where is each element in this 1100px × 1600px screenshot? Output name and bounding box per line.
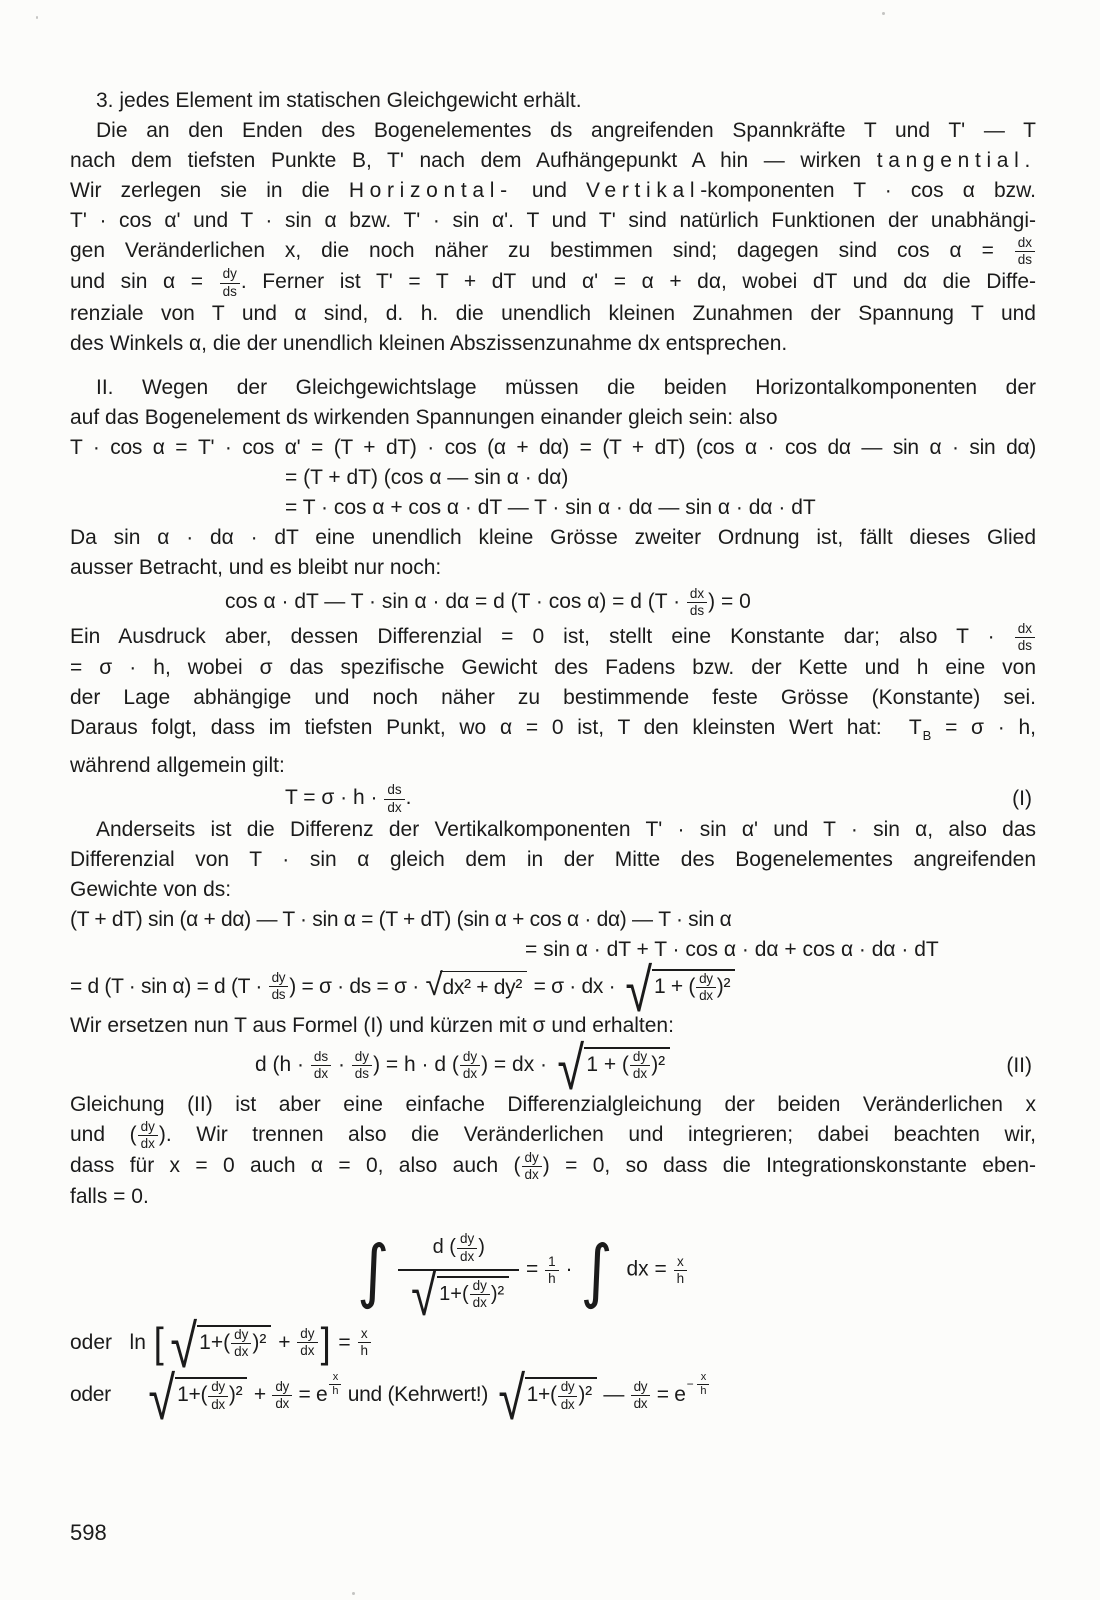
paragraph [70, 523, 1036, 583]
document-content [70, 86, 1037, 1433]
fraction [358, 1327, 372, 1358]
formula-block [70, 783, 1036, 814]
formula-line [70, 935, 1036, 965]
radicand: 1+( $\frac{dy}{dx}$ )² [197, 1325, 271, 1359]
denominator: ds [354, 1066, 370, 1082]
formula-block [70, 1224, 1036, 1328]
scan-speck [352, 1592, 355, 1595]
line-content: d (h · $\frac{ds}{dx}$ · $\frac{dy}{ds}$ ) = h · d ( $\frac{dy}{dx}$ ) = dx · √ 1 + ( $\frac{dy}{dx}$ )² [255, 1047, 1006, 1084]
text-line [70, 751, 1036, 781]
formula-line [70, 1311, 1036, 1380]
numerator: 1 [545, 1255, 559, 1271]
radical-icon: √ [497, 1364, 525, 1433]
text-line [70, 1120, 1036, 1151]
line-content: Die an den Enden des Bogenelementes ds angreifenden Spannkräfte T und T' — T [96, 119, 1036, 142]
sqrt-expression [425, 965, 527, 1003]
text-line [70, 1151, 1036, 1182]
paragraph [70, 622, 1036, 781]
formula-line [70, 463, 1036, 493]
numerator: dy [138, 1120, 158, 1136]
equation-label: (II) [1006, 1053, 1032, 1077]
text-line [70, 267, 1036, 298]
formula-line [70, 1364, 1036, 1433]
line-content: Anderseits ist die Differenz der Vertikalkomponenten T' · sin α' und T · sin α, also das [96, 817, 1036, 841]
formula-line [70, 955, 1036, 1024]
fraction [329, 1372, 341, 1398]
line-content: = T · cos α + cos α · dT — T · sin α · dα — sin α · dα · dT [285, 495, 816, 519]
paragraph [70, 815, 1036, 905]
line-content: renziale von T und α sind, d. h. die unendlich kleinen Zunahmen der Spannung T und [70, 301, 1036, 325]
formula-block [70, 905, 1036, 1024]
line-content: = d (T · sin α) = d (T · $\frac{dy}{ds}$ ) = σ · ds = σ · √ dx² + dy² = σ · dx · √ 1 + ( $\frac{dy}{dx}$ )² [70, 969, 1036, 1006]
sqrt-expression [622, 955, 735, 1024]
equation-row [70, 1034, 1036, 1103]
radicand: 1+( $\frac{dy}{dx}$ )² [175, 1377, 247, 1411]
line-content: T' · cos α' und T · sin α bzw. T' · sin α'. T und T' sind natürlich Funktionen der unabhängi- [70, 209, 1036, 232]
line-content: T = σ · h · $\frac{ds}{dx}$ . [285, 782, 412, 815]
fraction [272, 1380, 292, 1411]
denominator: dx [524, 1167, 539, 1183]
formula-block [70, 1364, 1036, 1433]
fraction [460, 1050, 480, 1081]
denominator: ds [222, 283, 237, 299]
fraction [138, 1120, 158, 1151]
text-line [70, 176, 1036, 206]
numerator: dy [631, 1380, 651, 1396]
text-line [70, 875, 1036, 905]
fraction [687, 587, 707, 618]
fraction [558, 1380, 578, 1411]
line-content: Gleichung (II) ist aber eine einfache Differenzialgleichung der beiden Veränderlichen x [70, 1092, 1036, 1116]
numerator: dy [460, 1050, 480, 1066]
numerator: dy [272, 1380, 292, 1396]
denominator: h [700, 1385, 707, 1398]
text-line [70, 236, 1036, 267]
denominator [398, 1262, 519, 1328]
line-content: gen Veränderlichen x, die noch näher zu bestimmen sind; dagegen sind cos α = $\frac{dx}{ds}$ [70, 236, 1036, 267]
radical-icon: √ [425, 965, 443, 1002]
fraction [545, 1255, 559, 1286]
fraction [352, 1050, 372, 1081]
sqrt-expression [145, 1364, 247, 1433]
radical-icon: √ [170, 1311, 197, 1380]
formula-line [70, 433, 1036, 463]
radicand: 1 + ( $\frac{dy}{dx}$ )² [652, 969, 735, 1003]
line-content: ausser Betracht, und es bleibt nur noch: [70, 555, 442, 579]
text-line [70, 713, 1036, 751]
denominator: dx [632, 1066, 648, 1082]
paragraph [70, 116, 1036, 359]
line-content: ∫ d ( $\frac{dy}{dx}$ ) √ 1+( $\frac{dy}{dx}$ )² = $\frac{1}{h}$ · ∫ dx = $\frac{x}{h}$ [355, 1224, 1036, 1316]
denominator: dx [472, 1294, 487, 1310]
denominator: h [332, 1385, 339, 1398]
numerator: dy [558, 1380, 578, 1396]
denominator: h [676, 1271, 685, 1287]
line-content: oder ln [ √ 1+( $\frac{dy}{dx}$ )² + $\frac{dy}{dx}$ ] = $\frac{x}{h}$ [70, 1325, 1036, 1362]
text-line [70, 329, 1036, 359]
text-line [70, 1182, 1036, 1212]
letterspaced-text: Vertikal [586, 179, 701, 202]
equation-label: (I) [1012, 787, 1032, 811]
numerator: dy [269, 971, 289, 987]
fraction [631, 1380, 651, 1411]
text-line [70, 373, 1036, 403]
denominator: dx [462, 1066, 478, 1082]
numerator: x [697, 1372, 709, 1386]
line-content: Gewichte von ds: [70, 877, 232, 901]
paragraph [70, 373, 1036, 433]
line-content: während allgemein gilt: [70, 754, 285, 778]
numerator: dy [231, 1328, 251, 1344]
text-line [70, 403, 1036, 433]
sqrt-expression [408, 1262, 509, 1328]
paragraph [70, 86, 1036, 116]
scan-speck [36, 16, 38, 19]
numerator: x [358, 1327, 372, 1343]
text-line [70, 206, 1036, 236]
formula-block [70, 1034, 1036, 1103]
denominator: ds [1017, 638, 1032, 654]
line-content: oder √ 1+( $\frac{dy}{dx}$ )² + $\frac{dy}{dx}$ = e $\frac{x}{h}$ und (Kehrwert!) √ 1+( $\frac{dy}{dx}$ )² — $\frac{dy}{dx}$ = e− $\frac{x}{h}$ [70, 1369, 1036, 1414]
denominator: dx [560, 1396, 575, 1412]
numerator: dx [1015, 622, 1035, 638]
text-line [70, 86, 1036, 116]
line-content: II. Wegen der Gleichgewichtslage müssen die beiden Horizontalkomponenten der [96, 375, 1036, 399]
fraction [311, 1050, 331, 1081]
text-line [70, 815, 1036, 845]
line-content: Wir zerlegen sie in die Horizontal- und Vertikal-komponenten T · cos α bzw. [70, 179, 1036, 202]
radicand: dx² + dy² [440, 971, 527, 1003]
fraction [1015, 236, 1035, 267]
line-content: und sin α = $\frac{dy}{ds}$ . Ferner ist T' = T + dT und α' = α + dα, wobei dT und dα die Diffe- [70, 266, 1037, 299]
formula-block [70, 587, 1036, 618]
subscript: B [922, 728, 932, 744]
numerator: dy [220, 267, 240, 283]
line-content: falls = 0. [70, 1185, 149, 1209]
denominator: dx [699, 987, 713, 1003]
formula-line [70, 1224, 1036, 1328]
denominator: dx [140, 1135, 155, 1151]
line-content: = σ · h, wobei σ das spezifische Gewicht des Fadens bzw. der Kette und h eine von [70, 656, 1036, 680]
line-content: Wir ersetzen nun T aus Formel (I) und kürzen mit σ und erhalten: [70, 1014, 674, 1038]
scan-speck [882, 12, 885, 15]
paragraph [70, 1090, 1036, 1213]
radical-icon: √ [557, 1034, 584, 1103]
numerator: dy [457, 1232, 477, 1248]
fraction [697, 1372, 709, 1398]
sqrt-expression [554, 1034, 670, 1103]
page-number: 598 [70, 1520, 107, 1545]
numerator: dy [297, 1327, 317, 1343]
line-content: und ( $\frac{dy}{dx}$ ). Wir trennen also die Veränderlichen und integrieren; dabei beachten wir, [70, 1118, 1036, 1151]
fraction [470, 1279, 490, 1310]
radicand: 1 + ( $\frac{dy}{dx}$ )² [584, 1047, 670, 1081]
line-content: auf das Bogenelement ds wirkenden Spannungen einander gleich sein: also [70, 405, 778, 429]
formula-line [70, 587, 1036, 618]
denominator: ds [271, 987, 286, 1003]
fraction [208, 1380, 228, 1411]
numerator: d ( $\frac{dy}{dx}$ ) [398, 1230, 519, 1270]
letterspaced-text: Horizontal- [348, 179, 513, 202]
fraction [384, 783, 404, 814]
numerator: dy [630, 1050, 650, 1066]
fraction [696, 972, 716, 1003]
line-content: = sin α · dT + T · cos α · dα + cos α · dα · dT [525, 937, 939, 961]
text-line [70, 622, 1036, 653]
line-content: 3. jedes Element im statischen Gleichgewicht erhält. [96, 89, 582, 112]
denominator: dx [211, 1396, 225, 1412]
numerator: dx [1015, 236, 1035, 252]
line-content: nach dem tiefsten Punkte B, T' nach dem Aufhängepunkt A hin — wirken tangential. [70, 149, 1036, 172]
radical-icon: √ [411, 1262, 437, 1328]
fraction [1015, 622, 1035, 653]
numerator: ds [311, 1050, 331, 1066]
denominator: h [360, 1343, 369, 1359]
text-line [70, 845, 1036, 875]
denominator: ds [1017, 252, 1032, 268]
denominator: dx [275, 1396, 289, 1412]
superscript [328, 1369, 342, 1399]
denominator: dx [313, 1066, 329, 1082]
denominator: dx [459, 1248, 475, 1264]
fraction [457, 1232, 477, 1263]
denominator: dx [234, 1343, 249, 1359]
fraction [522, 1151, 542, 1182]
paragraph [70, 1011, 1036, 1041]
fraction [630, 1050, 650, 1081]
equation-row [70, 783, 1036, 814]
text-line [70, 553, 1036, 583]
numerator: x [329, 1372, 341, 1386]
fraction [398, 1230, 519, 1328]
numerator: dy [696, 972, 716, 988]
numerator: dy [352, 1050, 372, 1066]
line-content: (T + dT) sin (α + dα) — T · sin α = (T + dT) (sin α + cos α · dα) — T · sin α [70, 907, 732, 931]
text-line [70, 146, 1036, 176]
letterspaced-text: tangential. [876, 149, 1036, 172]
fraction [674, 1255, 688, 1286]
formula-block [70, 433, 1036, 523]
superscript: − $\frac{x}{h}$ [687, 1369, 711, 1399]
text-line [70, 683, 1036, 713]
line-content: Da sin α · dα · dT eine unendlich kleine Grösse zweiter Ordnung ist, fällt dieses Glied [70, 525, 1036, 549]
line-content: cos α · dT — T · sin α · dα = d (T · cos α) = d (T · $\frac{dx}{ds}$ ) = 0 [225, 585, 751, 618]
line-content: Daraus folgt, dass im tiefsten Punkt, wo α = 0 ist, T den kleinsten Wert hat: TB = σ · h, [70, 713, 1036, 751]
fraction [269, 971, 289, 1002]
numerator: dy [208, 1380, 228, 1396]
text-line [70, 523, 1036, 553]
formula-block [70, 1311, 1036, 1380]
text-line [70, 299, 1036, 329]
fraction [297, 1327, 317, 1358]
formula-line [70, 905, 1036, 935]
denominator: h [548, 1271, 556, 1287]
fraction [220, 267, 240, 298]
numerator: dx [687, 587, 707, 603]
line-content: T · cos α = T' · cos α' = (T + dT) · cos (α + dα) = (T + dT) (cos α · cos dα — sin α · sin dα) [70, 435, 1036, 459]
sqrt-expression [495, 1364, 597, 1433]
text-line [70, 1011, 1036, 1041]
line-content: dass für x = 0 auch α = 0, also auch ( $\frac{dy}{dx}$ ) = 0, so dass die Integrationskonstante eben- [70, 1150, 1037, 1183]
fraction [231, 1328, 251, 1359]
line-content: des Winkels α, die der unendlich kleinen Abszissenzunahme dx entsprechen. [70, 331, 788, 355]
line-content: = (T + dT) (cos α — sin α · dα) [285, 465, 569, 489]
sqrt-expression [167, 1311, 272, 1380]
formula-line [70, 493, 1036, 523]
denominator: dx [387, 799, 402, 815]
line-content: der Lage abhängige und noch näher zu bestimmende feste Grösse (Konstante) sei. [70, 686, 1036, 710]
text-line [70, 116, 1036, 146]
denominator: dx [633, 1396, 648, 1412]
numerator: x [674, 1255, 688, 1271]
radical-icon: √ [625, 955, 652, 1024]
radicand: 1+( $\frac{dy}{dx}$ )² [437, 1276, 509, 1310]
text-line [70, 1090, 1036, 1120]
numerator: ds [384, 783, 404, 799]
line-content: Ein Ausdruck aber, dessen Differenzial = 0 ist, stellt eine Konstante dar; also T · $\frac{dx}{ds}$ [70, 622, 1036, 653]
denominator: ds [689, 602, 705, 618]
text-line [70, 653, 1036, 683]
line-content: Differenzial von T · sin α gleich dem in der Mitte des Bogenelementes angreifenden [70, 847, 1036, 871]
radicand: 1+( $\frac{dy}{dx}$ )² [525, 1377, 597, 1411]
radical-icon: √ [148, 1364, 175, 1433]
denominator: dx [300, 1343, 315, 1359]
numerator: dy [470, 1279, 490, 1295]
numerator: dy [522, 1151, 542, 1167]
